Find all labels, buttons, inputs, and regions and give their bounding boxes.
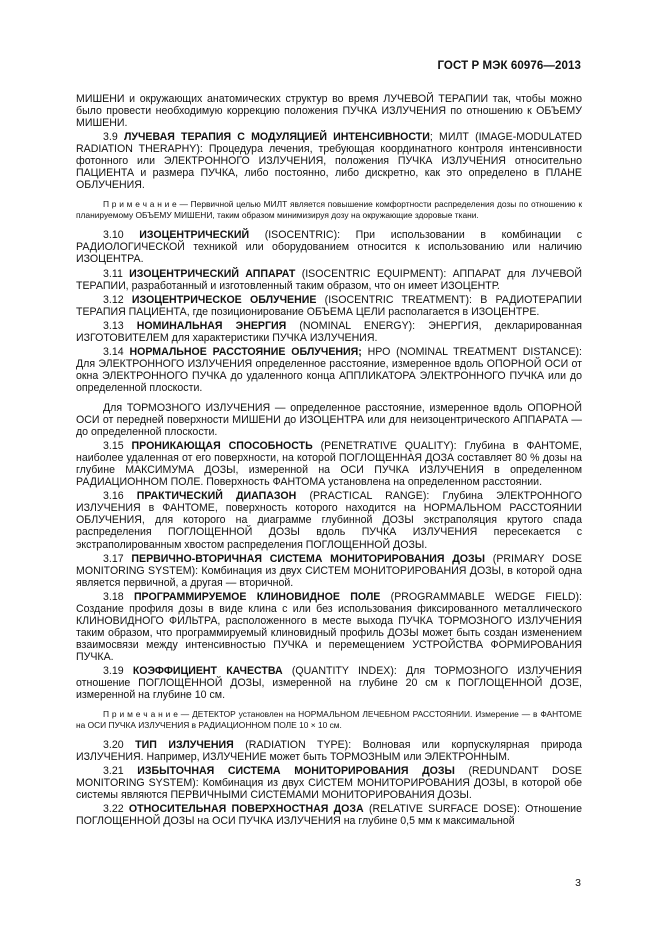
definition: ; МИЛТ (IMAGE-MODULATED RADIATION THERAPHY): Процедура лечения, требующая координатного контроля интенсивности фотонного или ЭЛЕКТРОННОГО ИЗЛУЧЕНИЯ, положения ПУЧКА ИЗЛУЧЕНИЯ относительно ПАЦИЕНТА и размера ПУЧКА, либо постоянно, либо дискретно, как это определено в ПЛАНЕ ОБЛУЧЕНИЯ.	[76, 131, 582, 192]
section-3-21	[76, 765, 582, 801]
section-number: 3.22	[103, 803, 124, 816]
section-number: 3.16	[103, 490, 124, 503]
section-3-12	[76, 294, 582, 318]
section-number: 3.9	[103, 131, 118, 144]
section-3-16	[76, 490, 582, 550]
definition: (ISOCENTRIC TREATMENT): В РАДИОТЕРАПИИ ТЕРАПИЯ ПАЦИЕНТА, где позиционирование ОБЪЕМА ЦЕЛИ располагается в ИЗОЦЕНТРЕ.	[76, 293, 582, 318]
section-number: 3.20	[103, 739, 124, 752]
definition: (ISOCENTRIC EQUIPMENT): АППАРАТ для ЛУЧЕВОЙ ТЕРАПИИ, разработанный и изготовленный таким образом, что он имеет ИЗОЦЕНТР.	[76, 267, 582, 292]
paragraph-intro: МИШЕНИ и окружающих анатомических структур во время ЛУЧЕВОЙ ТЕРАПИИ так, чтобы можно было провести необходимую коррекцию положения ПУЧКА ИЗЛУЧЕНИЯ по отношению к ОБЪЕМУ МИШЕНИ.	[76, 93, 582, 130]
section-3-14	[76, 346, 582, 394]
term: ПРОНИКАЮЩАЯ СПОСОБНОСТЬ	[131, 440, 313, 453]
term: ЛУЧЕВАЯ ТЕРАПИЯ С МОДУЛЯЦИЕЙ ИНТЕНСИВНОСТИ	[123, 131, 430, 144]
definition: (RELATIVE SURFACE DOSE): Отношение ПОГЛОЩЕННОЙ ДОЗЫ на ОСИ ПУЧКА ИЗЛУЧЕНИЯ на глубине 0,5 мм к максимальной	[76, 803, 582, 828]
term: ПРОГРАММИРУЕМОЕ КЛИНОВИДНОЕ ПОЛЕ	[133, 590, 381, 603]
section-number: 3.19	[103, 664, 124, 677]
term: ИЗОЦЕНТРИЧЕСКИЙ АППАРАТ	[129, 267, 296, 280]
section-3-22	[76, 803, 582, 827]
definition: (PENETRATIVE QUALITY): Глубина в ФАНТОМЕ, наиболее удаленная от его поверхности, на которой ПОГЛОЩЕННАЯ ДОЗА составляет 80 % дозы на глубине МАКСИМУМА ДОЗЫ, измеренной на ОСИ ПУЧКА ИЗЛУЧЕНИЯ в определенном РАДИАЦИОННОМ ПОЛЕ. Поверхность ФАНТОМА установлена на определенном расстоянии.	[76, 440, 582, 489]
definition: (REDUNDANT DOSE MONITORING SYSTEM): Комбинация из двух СИСТЕМ МОНИТОРИРОВАНИЯ ДОЗЫ, в которой обе системы являются ПЕРВИЧНЫМИ СИСТЕМАМИ МОНИТОРИРОВАНИЯ ДОЗЫ.	[76, 765, 582, 802]
section-number: 3.18	[103, 590, 124, 603]
section-3-18	[76, 591, 582, 663]
section-number: 3.21	[103, 765, 124, 778]
definition: (PRIMARY DOSE MONITORING SYSTEM): Комбинация из двух СИСТЕМ МОНИТОРИРОВАНИЯ ДОЗЫ, в которой одна является первичной, а другая — вторичной.	[76, 552, 582, 589]
term: ТИП ИЗЛУЧЕНИЯ	[135, 739, 234, 752]
definition: (PROGRAMMABLE WEDGE FIELD): Создание профиля дозы в виде клина с или без использования фиксированного металлического КЛИНОВИДНОГО ФИЛЬТРА, расположенного в месте выхода ПУЧКА ТОРМОЗНОГО ИЗЛУЧЕНИЯ таким образом, что программируемый клиновидный профиль ДОЗЫ может быть создан изменением взаимосвязи между интенсивностью ПУЧКА и перемещением УСТРОЙСТВА ФОРМИРОВАНИЯ ПУЧКА.	[76, 590, 582, 663]
section-3-19	[76, 665, 582, 701]
section-number: 3.13	[103, 319, 124, 332]
definition: (ISOCENTRIC): При использовании в комбинации с РАДИОЛОГИЧЕСКОЙ техникой или оборудованием относится к использованию или наличию ИЗОЦЕНТРА.	[76, 229, 582, 266]
section-3-20	[76, 739, 582, 763]
section-3-13	[76, 320, 582, 344]
term: ИЗБЫТОЧНАЯ СИСТЕМА МОНИТОРИРОВАНИЯ ДОЗЫ	[137, 765, 455, 778]
definition: НРО (NOMINAL TREATMENT DISTANCE): Для ЭЛЕКТРОННОГО ИЗЛУЧЕНИЯ определенное расстояние, измеренное вдоль ОПОРНОЙ ОСИ от окна ЭЛЕКТРОННОГО ПУЧКА до удаленного конца АППЛИКАТОРА ЭЛЕКТРОННОГО ПУЧКА или до определенной плоскости.	[76, 345, 582, 394]
section-3-9	[76, 131, 582, 191]
section-number: 3.15	[103, 440, 124, 453]
note-label: П р и м е ч а н и е	[103, 709, 178, 720]
term: КОЭФФИЦИЕНТ КАЧЕСТВА	[132, 664, 283, 677]
section-number: 3.17	[103, 552, 124, 565]
note-text: — Первичной целью МИЛТ является повышение комфортности распределения дозы по отношению к планируемому ОБЪЕМУ МИШЕНИ, таким образом минимизируя дозу на окружающие здоровые ткани.	[76, 199, 582, 221]
term: ИЗОЦЕНТРИЧЕСКОЕ ОБЛУЧЕНИЕ	[131, 293, 317, 306]
note-text: — ДЕТЕКТОР установлен на НОРМАЛЬНОМ ЛЕЧЕБНОМ РАССТОЯНИИ. Измерение — в ФАНТОМЕ на ОСИ ПУЧКА ИЗЛУЧЕНИЯ в РАДИАЦИОННОМ ПОЛЕ 10 × 10 см.	[76, 709, 582, 731]
term: НОМИНАЛЬНАЯ ЭНЕРГИЯ	[136, 319, 287, 332]
standard-header: ГОСТ Р МЭК 60976—2013	[437, 60, 581, 72]
section-number: 3.10	[103, 229, 124, 242]
term: ПЕРВИЧНО-ВТОРИЧНАЯ СИСТЕМА МОНИТОРИРОВАНИЯ ДОЗЫ	[131, 552, 486, 565]
section-3-11	[76, 268, 582, 292]
section-3-14-continued: Для ТОРМОЗНОГО ИЗЛУЧЕНИЯ — определенное расстояние, измеренное вдоль ОПОРНОЙ ОСИ от передней поверхности МИШЕНИ до ИЗОЦЕНТРА или для неизоцентрического АППАРАТА — до определенной плоскости.	[76, 401, 582, 439]
note-2	[76, 709, 582, 731]
document-body	[76, 93, 582, 829]
term: ОТНОСИТЕЛЬНАЯ ПОВЕРХНОСТНАЯ ДОЗА	[128, 803, 364, 816]
section-number: 3.12	[103, 293, 124, 306]
definition: (NOMINAL ENERGY): ЭНЕРГИЯ, декларированная ИЗГОТОВИТЕЛЕМ для характеристики ПУЧКА ИЗЛУЧЕНИЯ.	[76, 319, 582, 344]
term: ИЗОЦЕНТРИЧЕСКИЙ	[139, 229, 250, 242]
note-1	[76, 199, 582, 221]
definition: (PRACTICAL RANGE): Глубина ЭЛЕКТРОННОГО ИЗЛУЧЕНИЯ в ФАНТОМЕ, поверхность которого находится на НОРМАЛЬНОМ РАССТОЯНИИ ОБЛУЧЕНИЯ, для которого на диаграмме глубинной ДОЗЫ экстраполяция крутого спада распределения ПОГЛОЩЕННОЙ ДОЗЫ вдоль ПУЧКА ИЗЛУЧЕНИЯ пересекается с экстраполированным хвостом распределения ПОГЛОЩЕННОЙ ДОЗЫ.	[76, 490, 582, 551]
section-3-10	[76, 229, 582, 265]
section-3-17	[76, 553, 582, 589]
definition: (RADIATION TYPE): Волновая или корпускулярная природа ИЗЛУЧЕНИЯ. Например, ИЗЛУЧЕНИЕ может быть ТОРМОЗНЫМ или ЭЛЕКТРОННЫМ.	[76, 739, 582, 764]
section-3-15	[76, 440, 582, 488]
note-label: П р и м е ч а н и е	[103, 199, 177, 210]
page-number: 3	[575, 877, 581, 889]
definition: (QUANTITY INDEX): Для ТОРМОЗНОГО ИЗЛУЧЕНИЯ отношение ПОГЛОЩЕННОЙ ДОЗЫ, измеренной на глубине 20 см к ПОГЛОЩЕННОЙ ДОЗЕ, измеренной на глубине 10 см.	[76, 664, 582, 702]
section-number: 3.14	[103, 345, 124, 358]
section-number: 3.11	[103, 267, 123, 280]
term: НОРМАЛЬНОЕ РАССТОЯНИЕ ОБЛУЧЕНИЯ;	[129, 345, 362, 358]
term: ПРАКТИЧЕСКИЙ ДИАПАЗОН	[136, 490, 297, 503]
